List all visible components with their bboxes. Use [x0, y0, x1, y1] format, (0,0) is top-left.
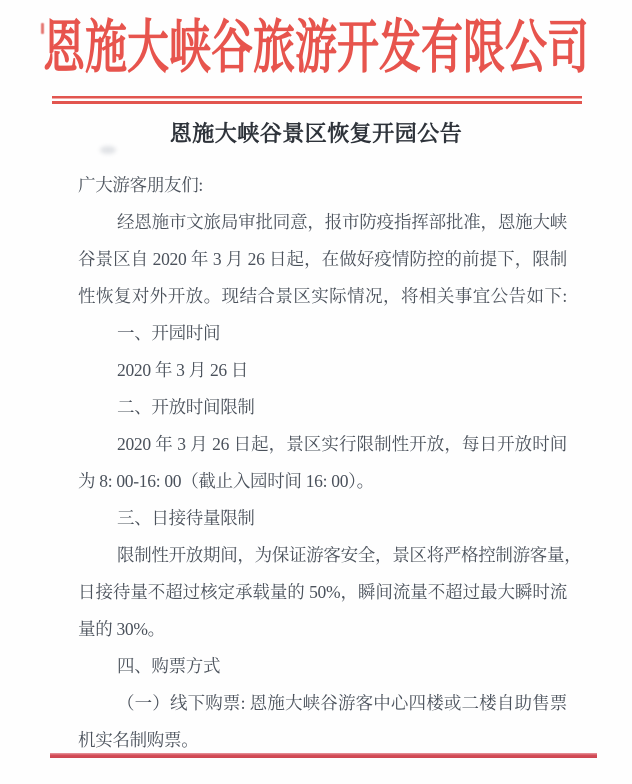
letterhead-company-name: 恩施大峡谷旅游开发有限公司: [42, 17, 589, 81]
body-line: 2020 年 3 月 26 日: [117, 360, 249, 380]
document-body: [78, 167, 582, 759]
letterhead-double-rule: [52, 96, 582, 104]
body-line-section-3: 三、日接待量限制: [117, 508, 255, 528]
body-line: 谷景区自 2020 年 3 月 26 日起，在做好疫情防控的前提下，限制: [78, 249, 567, 269]
document-title: 恩施大峡谷景区恢复开园公告: [169, 121, 463, 146]
body-line-salutation: 广大游客朋友们:: [78, 175, 203, 195]
body-line: 性恢复对外开放。现结合景区实际情况，将相关事宜公告如下:: [78, 286, 567, 306]
body-line: 为 8: 00-16: 00（截止入园时间 16: 00）。: [78, 471, 374, 491]
body-line: 2020 年 3 月 26 日起，景区实行限制性开放，每日开放时间: [117, 434, 567, 454]
body-line: 经恩施市文旅局审批同意，报市防疫指挥部批准，恩施大峡: [117, 212, 567, 232]
body-line-section-1: 一、开园时间: [117, 323, 221, 343]
body-line: 日接待量不超过核定承载量的 50%，瞬间流量不超过最大瞬时流: [78, 582, 567, 602]
footer-rule: [50, 753, 597, 758]
body-line: 量的 30%。: [78, 619, 165, 639]
body-line-section-4: 四、购票方式: [117, 656, 221, 676]
body-line: （一）线下购票: 恩施大峡谷游客中心四楼或二楼自助售票: [117, 693, 567, 713]
body-line: 机实名制购票。: [78, 730, 199, 750]
body-line-section-2: 二、开放时间限制: [117, 397, 255, 417]
body-line: 限制性开放期间，为保证游客安全，景区将严格控制游客量，: [117, 545, 582, 565]
